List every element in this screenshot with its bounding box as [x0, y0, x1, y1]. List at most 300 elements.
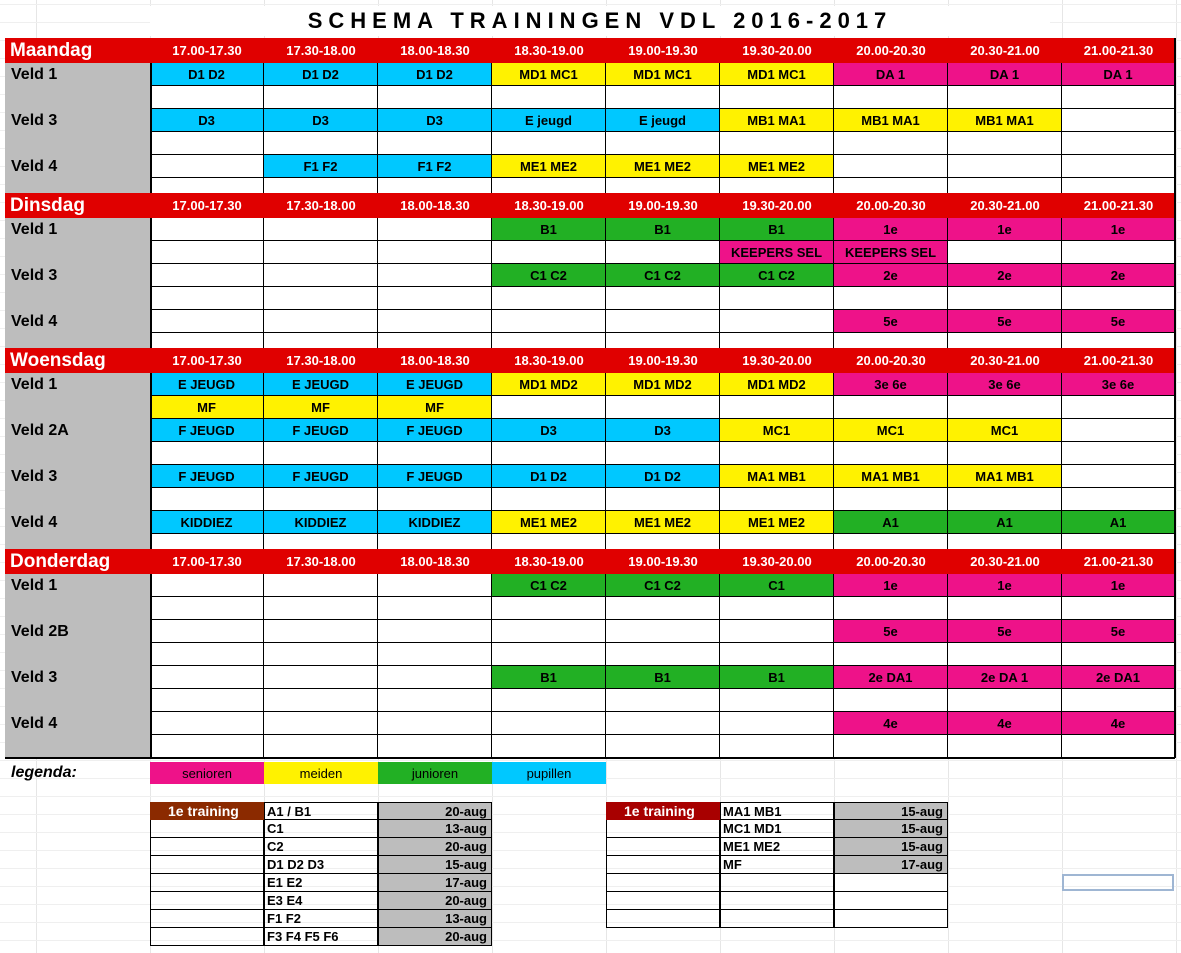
empty-cell — [150, 910, 264, 928]
schedule-cell[interactable]: DA 1 — [948, 63, 1062, 86]
schedule-cell[interactable]: MD1 MD2 — [492, 373, 606, 396]
day-header-dinsdag: Dinsdag — [5, 193, 150, 218]
schedule-cell[interactable] — [606, 396, 720, 419]
schedule-cell[interactable] — [492, 241, 606, 264]
field-label: Veld 1 — [11, 376, 58, 393]
training-date[interactable]: 20-aug — [378, 892, 492, 910]
schedule-cell[interactable]: D1 D2 — [492, 465, 606, 488]
schedule-cell[interactable] — [834, 86, 948, 109]
schedule-cell[interactable]: 4e — [1062, 712, 1175, 735]
schedule-cell[interactable] — [492, 287, 606, 310]
time-header: 20.30-21.00 — [948, 38, 1062, 63]
field-label: Veld 4 — [11, 514, 58, 531]
schedule-cell[interactable] — [264, 620, 378, 643]
time-header: 19.00-19.30 — [606, 38, 720, 63]
training-date[interactable] — [834, 874, 948, 892]
schedule-cell[interactable]: MC1 — [720, 419, 834, 442]
field-label: Veld 1 — [11, 221, 58, 238]
schedule-cell[interactable]: 2e DA 1 — [948, 666, 1062, 689]
schedule-cell[interactable]: B1 — [606, 666, 720, 689]
schedule-cell[interactable] — [720, 712, 834, 735]
schedule-cell[interactable] — [492, 597, 606, 620]
schedule-cell[interactable]: MB1 MA1 — [720, 109, 834, 132]
schedule-cell[interactable]: C1 — [720, 574, 834, 597]
schedule-cell[interactable] — [606, 310, 720, 333]
schedule-cell[interactable] — [606, 643, 720, 666]
schedule-cell[interactable] — [834, 643, 948, 666]
empty-cell — [150, 928, 264, 946]
schedule-cell[interactable]: E jeugd — [606, 109, 720, 132]
schedule-cell[interactable]: 5e — [834, 620, 948, 643]
schedule-cell[interactable]: MF — [150, 396, 264, 419]
schedule-cell[interactable] — [150, 620, 264, 643]
schedule-cell[interactable] — [492, 442, 606, 465]
schedule-cell[interactable] — [834, 155, 948, 178]
schedule-cell[interactable]: 5e — [948, 620, 1062, 643]
schedule-cell[interactable]: 1e — [1062, 574, 1175, 597]
schedule-cell[interactable] — [150, 488, 264, 511]
time-header: 20.00-20.30 — [834, 193, 948, 218]
schedule-cell[interactable] — [834, 442, 948, 465]
schedule-cell[interactable]: 2e — [1062, 264, 1175, 287]
schedule-cell[interactable] — [492, 86, 606, 109]
schedule-cell[interactable]: D1 D2 — [378, 63, 492, 86]
schedule-cell[interactable] — [264, 735, 378, 758]
schedule-cell[interactable]: D3 — [150, 109, 264, 132]
schedule-cell[interactable] — [948, 488, 1062, 511]
schedule-cell[interactable] — [720, 689, 834, 712]
training-team[interactable]: D1 D2 D3 — [264, 856, 378, 874]
schedule-cell[interactable] — [150, 442, 264, 465]
schedule-cell[interactable] — [150, 643, 264, 666]
schedule-cell[interactable] — [378, 597, 492, 620]
grid-line — [150, 218, 152, 356]
training-date[interactable]: 20-aug — [378, 802, 492, 820]
schedule-cell[interactable]: B1 — [492, 218, 606, 241]
schedule-cell[interactable] — [606, 86, 720, 109]
time-header: 17.30-18.00 — [264, 193, 378, 218]
schedule-cell[interactable] — [606, 620, 720, 643]
time-header: 18.30-19.00 — [492, 193, 606, 218]
schedule-cell[interactable]: 5e — [1062, 620, 1175, 643]
schedule-cell[interactable] — [948, 241, 1062, 264]
schedule-cell[interactable] — [150, 241, 264, 264]
field-label: Veld 2A — [11, 422, 69, 439]
time-header: 17.00-17.30 — [150, 549, 264, 574]
field-label: Veld 4 — [11, 158, 58, 175]
empty-cell — [150, 892, 264, 910]
schedule-cell[interactable] — [834, 132, 948, 155]
schedule-cell[interactable] — [1062, 132, 1175, 155]
schedule-cell[interactable]: F1 F2 — [378, 155, 492, 178]
schedule-cell[interactable] — [720, 396, 834, 419]
training-team[interactable]: MC1 MD1 — [720, 820, 834, 838]
schedule-cell[interactable]: 3e 6e — [948, 373, 1062, 396]
schedule-cell[interactable] — [150, 264, 264, 287]
schedule-cell[interactable]: B1 — [720, 218, 834, 241]
schedule-cell[interactable]: 3e 6e — [1062, 373, 1175, 396]
schedule-cell[interactable] — [1062, 86, 1175, 109]
empty-cell — [606, 820, 720, 838]
schedule-cell[interactable]: F JEUGD — [378, 465, 492, 488]
schedule-cell[interactable] — [264, 574, 378, 597]
schedule-cell[interactable]: E JEUGD — [264, 373, 378, 396]
selected-cell[interactable] — [1062, 874, 1174, 891]
schedule-cell[interactable]: ME1 ME2 — [720, 511, 834, 534]
schedule-cell[interactable]: MA1 MB1 — [720, 465, 834, 488]
schedule-cell[interactable] — [264, 643, 378, 666]
schedule-cell[interactable]: ME1 ME2 — [720, 155, 834, 178]
schedule-cell[interactable]: ME1 ME2 — [492, 155, 606, 178]
schedule-cell[interactable] — [378, 287, 492, 310]
schedule-cell[interactable]: MD1 MD2 — [720, 373, 834, 396]
schedule-cell[interactable]: B1 — [492, 666, 606, 689]
schedule-cell[interactable] — [378, 264, 492, 287]
schedule-cell[interactable]: MA1 MB1 — [948, 465, 1062, 488]
schedule-cell[interactable] — [834, 488, 948, 511]
schedule-cell[interactable]: MB1 MA1 — [948, 109, 1062, 132]
training-team[interactable]: C1 — [264, 820, 378, 838]
schedule-cell[interactable] — [720, 132, 834, 155]
schedule-cell[interactable]: C1 C2 — [606, 574, 720, 597]
schedule-cell[interactable] — [720, 597, 834, 620]
schedule-cell[interactable]: 1e — [834, 574, 948, 597]
schedule-cell[interactable] — [264, 488, 378, 511]
training-date[interactable]: 13-aug — [378, 820, 492, 838]
schedule-cell[interactable]: MF — [264, 396, 378, 419]
training-team[interactable]: MA1 MB1 — [720, 802, 834, 820]
empty-cell — [606, 910, 720, 928]
grid-line — [1176, 0, 1177, 953]
field-label: Veld 4 — [11, 715, 58, 732]
schedule-cell[interactable] — [606, 597, 720, 620]
schedule-cell[interactable] — [720, 86, 834, 109]
schedule-cell[interactable] — [264, 689, 378, 712]
schedule-cell[interactable]: A1 — [1062, 511, 1175, 534]
schedule-cell[interactable] — [264, 712, 378, 735]
schedule-cell[interactable]: KEEPERS SEL — [720, 241, 834, 264]
schedule-cell[interactable]: F JEUGD — [150, 465, 264, 488]
schedule-cell[interactable] — [150, 218, 264, 241]
schedule-cell[interactable] — [492, 132, 606, 155]
time-header: 18.00-18.30 — [378, 38, 492, 63]
schedule-cell[interactable]: DA 1 — [834, 63, 948, 86]
empty-cell — [150, 838, 264, 856]
training-team[interactable] — [720, 874, 834, 892]
schedule-cell[interactable] — [150, 155, 264, 178]
schedule-cell[interactable]: 2e DA1 — [1062, 666, 1175, 689]
schedule-cell[interactable] — [720, 735, 834, 758]
schedule-cell[interactable]: MA1 MB1 — [834, 465, 948, 488]
schedule-cell[interactable]: D1 D2 — [150, 63, 264, 86]
training-date[interactable]: 15-aug — [834, 802, 948, 820]
schedule-cell[interactable]: 2e DA1 — [834, 666, 948, 689]
schedule-cell[interactable] — [720, 620, 834, 643]
field-label: Veld 3 — [11, 669, 58, 686]
schedule-cell[interactable] — [492, 735, 606, 758]
schedule-cell[interactable] — [948, 689, 1062, 712]
schedule-cell[interactable] — [264, 310, 378, 333]
schedule-cell[interactable] — [834, 597, 948, 620]
schedule-cell[interactable] — [264, 132, 378, 155]
schedule-cell[interactable] — [492, 643, 606, 666]
schedule-cell[interactable] — [264, 287, 378, 310]
schedule-cell[interactable] — [378, 689, 492, 712]
schedule-cell[interactable]: MD1 MC1 — [606, 63, 720, 86]
schedule-cell[interactable]: MD1 MC1 — [720, 63, 834, 86]
schedule-cell[interactable] — [378, 218, 492, 241]
schedule-cell[interactable] — [606, 442, 720, 465]
day-header-woensdag: Woensdag — [5, 348, 150, 373]
schedule-cell[interactable]: 1e — [948, 218, 1062, 241]
schedule-cell[interactable]: 4e — [948, 712, 1062, 735]
schedule-cell[interactable] — [264, 218, 378, 241]
time-header: 20.00-20.30 — [834, 38, 948, 63]
schedule-cell[interactable] — [1062, 109, 1175, 132]
schedule-cell[interactable]: B1 — [606, 218, 720, 241]
schedule-cell[interactable] — [948, 155, 1062, 178]
schedule-cell[interactable]: DA 1 — [1062, 63, 1175, 86]
schedule-cell[interactable]: D3 — [492, 419, 606, 442]
schedule-cell[interactable] — [834, 396, 948, 419]
grid-line — [1174, 38, 1176, 201]
schedule-cell[interactable] — [606, 735, 720, 758]
schedule-cell[interactable] — [606, 241, 720, 264]
schedule-cell[interactable]: D3 — [264, 109, 378, 132]
schedule-cell[interactable] — [264, 86, 378, 109]
legend-junioren: junioren — [378, 762, 492, 784]
schedule-cell[interactable]: D1 D2 — [606, 465, 720, 488]
time-header: 20.30-21.00 — [948, 549, 1062, 574]
schedule-cell[interactable] — [606, 689, 720, 712]
training-team[interactable]: E3 E4 — [264, 892, 378, 910]
schedule-cell[interactable]: D1 D2 — [264, 63, 378, 86]
schedule-cell[interactable]: D3 — [378, 109, 492, 132]
schedule-cell[interactable]: 3e 6e — [834, 373, 948, 396]
schedule-cell[interactable] — [1062, 465, 1175, 488]
schedule-cell[interactable] — [1062, 155, 1175, 178]
schedule-cell[interactable] — [492, 310, 606, 333]
schedule-cell[interactable]: 5e — [948, 310, 1062, 333]
schedule-cell[interactable] — [948, 735, 1062, 758]
schedule-cell[interactable]: KEEPERS SEL — [834, 241, 948, 264]
schedule-cell[interactable]: F JEUGD — [150, 419, 264, 442]
grid-line — [1174, 193, 1176, 356]
schedule-cell[interactable]: C1 C2 — [492, 264, 606, 287]
schedule-cell[interactable] — [150, 86, 264, 109]
schedule-cell[interactable]: KIDDIEZ — [150, 511, 264, 534]
training-date[interactable]: 17-aug — [378, 874, 492, 892]
schedule-cell[interactable] — [1062, 488, 1175, 511]
schedule-cell[interactable]: 1e — [1062, 218, 1175, 241]
legend-label: legenda: — [11, 764, 77, 781]
schedule-cell[interactable]: F1 F2 — [264, 155, 378, 178]
schedule-cell[interactable] — [264, 666, 378, 689]
day-header-donderdag: Donderdag — [5, 549, 150, 574]
schedule-cell[interactable] — [948, 597, 1062, 620]
schedule-cell[interactable] — [492, 488, 606, 511]
schedule-cell[interactable]: F JEUGD — [378, 419, 492, 442]
training-date[interactable]: 15-aug — [834, 820, 948, 838]
schedule-cell[interactable] — [492, 396, 606, 419]
schedule-cell[interactable] — [834, 735, 948, 758]
schedule-cell[interactable] — [264, 241, 378, 264]
time-header: 17.00-17.30 — [150, 193, 264, 218]
schedule-cell[interactable] — [720, 287, 834, 310]
schedule-cell[interactable] — [1062, 287, 1175, 310]
schedule-cell[interactable] — [378, 132, 492, 155]
schedule-cell[interactable] — [378, 574, 492, 597]
schedule-cell[interactable]: 2e — [834, 264, 948, 287]
schedule-cell[interactable] — [948, 86, 1062, 109]
schedule-cell[interactable] — [378, 310, 492, 333]
schedule-cell[interactable] — [720, 488, 834, 511]
schedule-cell[interactable] — [948, 442, 1062, 465]
schedule-cell[interactable]: MD1 MC1 — [492, 63, 606, 86]
schedule-cell[interactable]: E JEUGD — [150, 373, 264, 396]
training-team[interactable]: MF — [720, 856, 834, 874]
schedule-cell[interactable]: MC1 — [948, 419, 1062, 442]
schedule-cell[interactable]: ME1 ME2 — [606, 155, 720, 178]
schedule-cell[interactable]: D3 — [606, 419, 720, 442]
schedule-cell[interactable] — [1062, 396, 1175, 419]
schedule-cell[interactable] — [150, 735, 264, 758]
schedule-cell[interactable]: ME1 ME2 — [492, 511, 606, 534]
schedule-cell[interactable]: 5e — [1062, 310, 1175, 333]
schedule-cell[interactable]: KIDDIEZ — [264, 511, 378, 534]
schedule-cell[interactable] — [150, 287, 264, 310]
schedule-cell[interactable]: MD1 MD2 — [606, 373, 720, 396]
schedule-cell[interactable]: 4e — [834, 712, 948, 735]
training-date[interactable]: 20-aug — [378, 928, 492, 946]
schedule-cell[interactable]: MC1 — [834, 419, 948, 442]
schedule-cell[interactable] — [264, 442, 378, 465]
schedule-cell[interactable] — [1062, 442, 1175, 465]
schedule-cell[interactable] — [378, 643, 492, 666]
schedule-cell[interactable] — [720, 643, 834, 666]
schedule-cell[interactable] — [492, 689, 606, 712]
schedule-cell[interactable] — [1062, 689, 1175, 712]
schedule-cell[interactable] — [378, 620, 492, 643]
schedule-cell[interactable]: A1 — [948, 511, 1062, 534]
schedule-cell[interactable]: MF — [378, 396, 492, 419]
schedule-cell[interactable] — [378, 241, 492, 264]
time-header: 20.30-21.00 — [948, 348, 1062, 373]
field-label: Veld 1 — [11, 577, 58, 594]
schedule-cell[interactable]: 1e — [948, 574, 1062, 597]
schedule-cell[interactable] — [1062, 735, 1175, 758]
training-team[interactable] — [720, 910, 834, 928]
schedule-cell[interactable] — [492, 620, 606, 643]
schedule-cell[interactable] — [1062, 643, 1175, 666]
training-date[interactable] — [834, 892, 948, 910]
training-team[interactable]: C2 — [264, 838, 378, 856]
schedule-cell[interactable] — [150, 689, 264, 712]
schedule-cell[interactable]: 2e — [948, 264, 1062, 287]
schedule-cell[interactable] — [378, 712, 492, 735]
schedule-cell[interactable] — [378, 86, 492, 109]
training-date[interactable]: 20-aug — [378, 838, 492, 856]
schedule-cell[interactable]: C1 C2 — [492, 574, 606, 597]
schedule-cell[interactable] — [948, 132, 1062, 155]
schedule-cell[interactable] — [378, 666, 492, 689]
training-date[interactable]: 13-aug — [378, 910, 492, 928]
first-training-label: 1e training — [150, 802, 264, 820]
schedule-cell[interactable]: MB1 MA1 — [834, 109, 948, 132]
training-date[interactable]: 15-aug — [834, 838, 948, 856]
schedule-cell[interactable] — [1062, 597, 1175, 620]
schedule-cell[interactable] — [378, 442, 492, 465]
schedule-cell[interactable]: A1 — [834, 511, 948, 534]
schedule-cell[interactable] — [834, 689, 948, 712]
legend-senioren: senioren — [150, 762, 264, 784]
schedule-cell[interactable]: E jeugd — [492, 109, 606, 132]
schedule-cell[interactable] — [948, 396, 1062, 419]
empty-cell — [150, 856, 264, 874]
schedule-cell[interactable] — [150, 712, 264, 735]
schedule-cell[interactable]: ME1 ME2 — [606, 511, 720, 534]
schedule-cell[interactable] — [1062, 419, 1175, 442]
schedule-cell[interactable] — [606, 712, 720, 735]
time-header: 17.00-17.30 — [150, 348, 264, 373]
training-team[interactable]: A1 / B1 — [264, 802, 378, 820]
time-header: 21.00-21.30 — [1062, 549, 1175, 574]
schedule-cell[interactable]: F JEUGD — [264, 419, 378, 442]
time-header: 17.00-17.30 — [150, 38, 264, 63]
legend-meiden: meiden — [264, 762, 378, 784]
schedule-cell[interactable]: F JEUGD — [264, 465, 378, 488]
schedule-cell[interactable] — [948, 287, 1062, 310]
schedule-cell[interactable] — [150, 666, 264, 689]
training-date[interactable] — [834, 910, 948, 928]
schedule-cell[interactable] — [606, 488, 720, 511]
training-date[interactable]: 15-aug — [378, 856, 492, 874]
schedule-cell[interactable] — [150, 132, 264, 155]
training-team[interactable]: F3 F4 F5 F6 — [264, 928, 378, 946]
schedule-cell[interactable] — [378, 735, 492, 758]
training-team[interactable]: E1 E2 — [264, 874, 378, 892]
time-header: 18.00-18.30 — [378, 549, 492, 574]
schedule-cell[interactable] — [150, 597, 264, 620]
schedule-cell[interactable] — [948, 643, 1062, 666]
schedule-cell[interactable] — [492, 712, 606, 735]
schedule-cell[interactable] — [150, 310, 264, 333]
schedule-cell[interactable]: E JEUGD — [378, 373, 492, 396]
training-team[interactable] — [720, 892, 834, 910]
schedule-cell[interactable]: 5e — [834, 310, 948, 333]
schedule-cell[interactable]: KIDDIEZ — [378, 511, 492, 534]
time-header: 18.30-19.00 — [492, 348, 606, 373]
schedule-cell[interactable] — [378, 488, 492, 511]
schedule-cell[interactable] — [606, 132, 720, 155]
schedule-cell[interactable] — [264, 264, 378, 287]
schedule-cell[interactable] — [150, 574, 264, 597]
training-date[interactable]: 17-aug — [834, 856, 948, 874]
schedule-cell[interactable] — [720, 310, 834, 333]
training-team[interactable]: F1 F2 — [264, 910, 378, 928]
schedule-cell[interactable] — [264, 597, 378, 620]
schedule-cell[interactable]: C1 C2 — [720, 264, 834, 287]
schedule-cell[interactable] — [834, 287, 948, 310]
schedule-cell[interactable]: C1 C2 — [606, 264, 720, 287]
training-team[interactable]: ME1 ME2 — [720, 838, 834, 856]
schedule-cell[interactable] — [1062, 241, 1175, 264]
schedule-cell[interactable] — [606, 287, 720, 310]
schedule-cell[interactable]: 1e — [834, 218, 948, 241]
time-header: 18.00-18.30 — [378, 348, 492, 373]
schedule-cell[interactable]: B1 — [720, 666, 834, 689]
schedule-cell[interactable] — [720, 442, 834, 465]
